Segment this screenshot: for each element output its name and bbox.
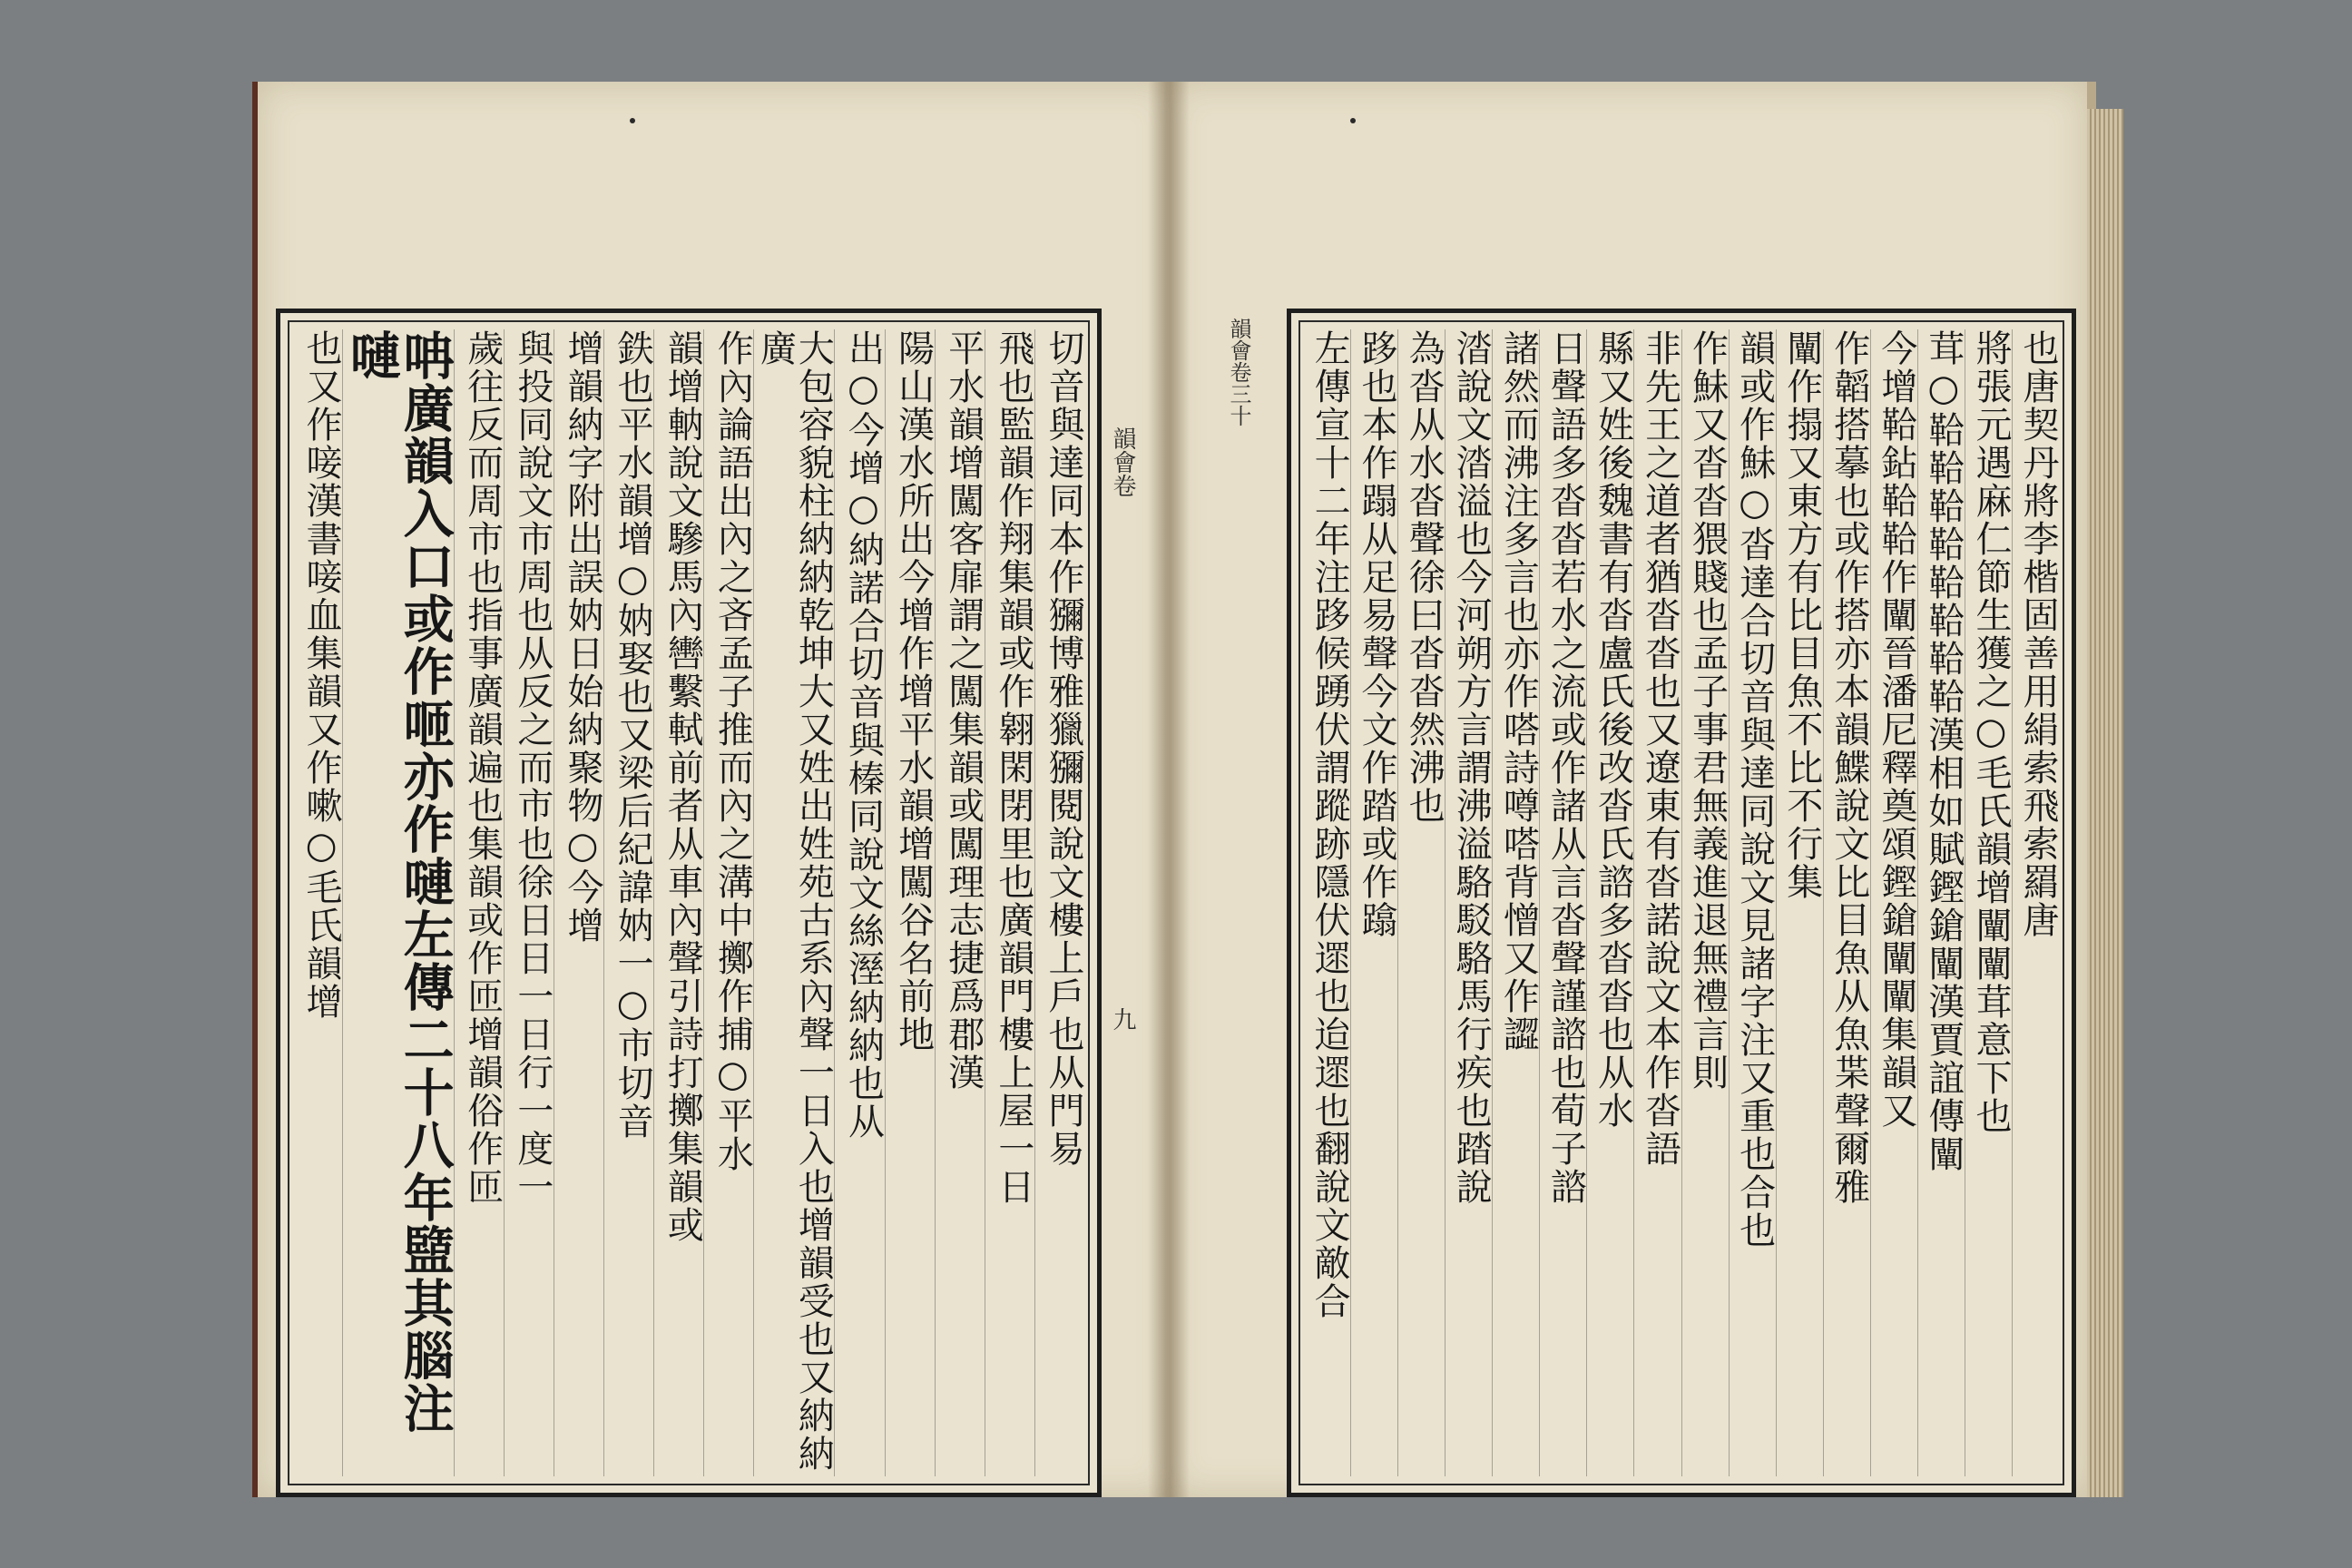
text-column: 也唐契丹將李楷固善用絹索飛索羂唐 (2012, 329, 2059, 1476)
text-column: 增韻納字附出誤妠日始納聚物○今增 (554, 329, 603, 1476)
text-column: 韻或作鮇○沓達合切音與達同說文見諸字注又重也合也 (1729, 329, 1776, 1476)
text-column: 今增鞈鉆鞈鞈作闡晉潘尼釋奠頌鏗鎗闡闡集韻又 (1870, 329, 1917, 1476)
text-column: 鉄也平水韻增○妠娶也又梁后紀諱妠一○市切音 (603, 329, 653, 1476)
text-column: 平水韻增闖客扉謂之闖集韻或闖理志捷爲郡漢 (935, 329, 985, 1476)
text-column: 闡作搨又東方有比目魚不比不行集 (1776, 329, 1823, 1476)
text-column: 非先王之道者猶沓沓也又遼東有沓諾說文本作沓語 (1633, 329, 1681, 1476)
ink-dot (1350, 118, 1356, 123)
text-column: 與投同說文市周也从反之而市也徐日日一日行一度一 (504, 329, 554, 1476)
text-column: 歲往反而周市也指事廣韻遍也集韻或作匝增韻俗作匝 (454, 329, 504, 1476)
text-column: 出○今增○納諾合切音與榛同說文絲溼納納也从 (834, 329, 884, 1476)
left-columns (288, 320, 1090, 1485)
ink-dot (630, 118, 635, 123)
text-column: 作鮇又沓沓猥賤也孟子事君無義進退無禮言則 (1681, 329, 1729, 1476)
text-column: 飛也監韻作翔集韻或作翱閑閉里也廣韻門樓上屋一日 (985, 329, 1034, 1476)
text-column: 切音與達同本作獼博雅獵獼閱說文樓上戶也从門易 (1034, 329, 1084, 1476)
text-column: 將張元遇麻仁節生獲之○毛氏韻增闡闡茸意下也 (1965, 329, 2012, 1476)
text-column: 呥廣韻入口或作咂亦作嗹左傳二十八年盬其腦注嗹 (342, 329, 454, 1476)
text-column: 左傳宣十二年注跢候踴伏謂蹤跡隱伏遝也迨遝也翻說文敵合 (1308, 329, 1351, 1320)
open-book (236, 82, 2123, 1497)
text-column: 茸○鞈鞈鞈鞈鞈鞈鞈鞈漢相如賦鏗鎗闡漢賈誼傳闡 (1917, 329, 1965, 1476)
text-column: 諸然而沸注多言也亦作嗒詩噂嗒背憎又作譅 (1492, 329, 1539, 1476)
text-column: 韻增軜說文驂馬內轡繫軾前者从車內聲引詩打擲集韻或 (653, 329, 703, 1476)
text-column: 涾說文涾溢也今河朔方言謂沸溢駱駁駱馬行疾也踏說 (1445, 329, 1492, 1476)
text-column: 日聲語多沓沓若水之流或作諸从言沓聲謹諮也荀子諮 (1539, 329, 1586, 1476)
text-column: 縣又姓後魏書有沓盧氏後改沓氏諮多沓沓也从水 (1586, 329, 1633, 1476)
right-page (1169, 82, 2096, 1497)
left-text-frame (276, 309, 1102, 1497)
page-header: 韻會卷 (1109, 426, 1136, 497)
page-edges (2087, 109, 2123, 1497)
text-column: 作內論語出內之吝孟子推而內之溝中擲作捕○平水 (703, 329, 753, 1476)
text-column: 大包容貌柱納納乾坤大又姓出姓苑古系內聲一日入也增韻受也又納納廣 (753, 329, 834, 1476)
right-columns (1298, 320, 2064, 1485)
text-column: 也又作唼漢書唼血集韻又作嗽○毛氏韻增 (300, 329, 343, 1021)
right-text-frame (1287, 309, 2076, 1497)
page-header: 韻會卷三十 (1226, 318, 1251, 426)
text-column: 作韜搭摹也或作搭亦本韻鰈說文比目魚从魚枼聲爾雅 (1823, 329, 1870, 1476)
page-number: 九 (1109, 1007, 1136, 1031)
text-column: 跢也本作蹋从足易聲今文作踏或作蹹 (1350, 329, 1397, 1476)
text-column: 為沓从水沓聲徐曰沓沓然沸也 (1397, 329, 1445, 1476)
text-column: 陽山漢水所出今增作增平水韻增闖谷名前地 (885, 329, 935, 1476)
left-page (252, 82, 1174, 1497)
